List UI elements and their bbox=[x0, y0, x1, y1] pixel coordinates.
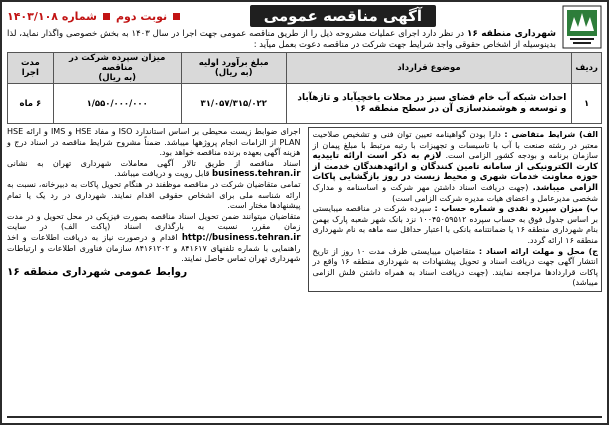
section-a: الف) شرایط متقاضی : دارا بودن گواهینامه تعیین توان فنی و تشخیص صلاحیت معتبر در رشته صنعت با آب با تاسیسات و تجهیزات با رتبه مرتبط با مبلغ پیمان از سازمان برنامه و بودجه کشور الزامی است. لازم به ذکر است ارائه تاییدیه کارت الکترونیکی از سامانه تامین کنندگان و ارائهدهندگان خدمت از حوزه معاونت خدمات شهری و محیط زیست در روز بازگشایی پاکات الزامی میباشد. (جهت دریافت اسناد داشتن مهر شرکت و اساسنامه و مدارک شخصی مدیرعامل و اعضای هیات مدیره شرکت الزامی است) bbox=[312, 130, 598, 203]
title-band bbox=[7, 5, 556, 27]
hse-paragraph: اجرای ضوابط زیست محیطی بر اساس استاندارد ISO و مفاد HSE و IMS و ارائه HSE PLAN از الزامات انجام پروژهها میباشد. ضمناً مشروح شرایط مناقصه در اسناد درج و هزینه آگهی بعهده برنده مناقصه خواهد بود. bbox=[7, 127, 301, 158]
footer-divider bbox=[7, 416, 602, 418]
intro-paragraph bbox=[7, 29, 556, 50]
bullet-square-icon bbox=[103, 13, 110, 20]
notice-header bbox=[7, 5, 602, 49]
cell-duration: ۶ ماه bbox=[8, 84, 54, 124]
header-duration: مدت اجرا bbox=[8, 53, 54, 84]
cell-deposit: ۱/۵۵۰/۰۰۰/۰۰۰ bbox=[53, 84, 181, 124]
upload-paragraph: متقاضیان میتوانند ضمن تحویل اسناد مناقصه بصورت فیزیکی در محل تحویل و در مدت زمان مقرر، نسبت به بارگذاری اسناد (پاکت الف) در سایت http://business.tehran.ir اقدام و درصورت نیاز به دریافت اطلاعات و اخذ راهنمایی با شماره تلفنهای ۸۴۱۶۱۷ و ۸۴۱۶۱۲۰۲ سازمان فناوری اطلاعات و ارتباطات شهرداری تهران تماس حاصل نمایند. bbox=[7, 211, 301, 264]
tehran-municipality-logo-icon bbox=[562, 5, 602, 49]
section-b: ب) میزان سپرده نقدی و شماره حساب : سپرده شرکت در مناقصه میبایستی بر اساس جدول فوق به حساب سپرده ۱۰۰۴۵۰۵۹۵۱۲ نزد بانک شهر شعبه پارک بهمن بنام شهرداری منطقه ۱۶ یا ضمانتنامه بانکی با اعتبار حداقل سه ماهه به نام شهرداری منطقه ۱۶ ارائه گردد. bbox=[312, 204, 599, 245]
notice-body bbox=[7, 127, 602, 292]
notice-title: آگهی مناقصه عمومی bbox=[250, 5, 436, 27]
details-column bbox=[7, 127, 300, 292]
signature: روابط عمومی شهرداری منطقه ۱۶ bbox=[7, 265, 188, 278]
contracts-table bbox=[7, 52, 602, 124]
documents-paragraph: اسناد مناقصه از طریق تالار آگهی معاملات شهرداری تهران به نشانی business.tehran.ir قابل رویت و دریافت میباشد. bbox=[7, 158, 301, 180]
cell-subject: احداث شبکه آب خام فضای سبز در محلات یاخچیآباد و تازهآباد و توسعه و هوشمندسازی آن در سطح منطقه ۱۶ bbox=[286, 84, 572, 124]
issue-number: شماره ۱۴۰۳/۱۰۸ bbox=[7, 9, 97, 23]
intro-text: در نظر دارد اجرای عملیات مشروحه ذیل را از طریق مناقصه عمومی جهت اجرا در سال ۱۴۰۳ به بخش خصوصی واگذار نماید، لذا بدینوسیله از اشخاص حقوقی واجد شرایط جهت شرکت در مناقصه دعوت بعمل میآید : bbox=[7, 29, 556, 50]
cell-row-number: ۱ bbox=[572, 84, 602, 124]
header-subject: موضوع قرارداد bbox=[286, 53, 572, 84]
bullet-square-icon bbox=[173, 13, 180, 20]
table-header-row bbox=[8, 53, 602, 84]
organization-name: شهرداری منطقه ۱۶ bbox=[466, 29, 557, 39]
issue-info bbox=[7, 10, 180, 23]
conditions-column bbox=[308, 127, 602, 292]
header-estimate: مبلغ برآورد اولیه (به ریال) bbox=[181, 53, 286, 84]
upload-site-link[interactable]: http://business.tehran.ir bbox=[181, 232, 301, 243]
header-row-number: ردیف bbox=[572, 53, 602, 84]
section-c: ج) محل و مهلت ارائه اسناد : متقاضیان میبایستی ظرف مدت ۱۰ روز از تاریخ انتشار آگهی جهت دریافت اسناد و تحویل پیشنهادات به شهرداری منطقه ۱۶ واقع در پاکات قراردادها مراجعه نمایند. (جهت دریافت اسناد به همراه داشتن فلش الزامی میباشد) bbox=[312, 246, 599, 288]
business-site-link[interactable]: business.tehran.ir bbox=[212, 169, 301, 180]
header-deposit: میزان سپرده شرکت در مناقصه (به ریال) bbox=[53, 53, 181, 84]
cell-estimate: ۳۱/۰۵۷/۳۱۵/۰۲۲ bbox=[181, 84, 286, 124]
table-row bbox=[8, 84, 602, 124]
round-label: نوبت دوم bbox=[116, 9, 168, 23]
national-id-paragraph: تمامی متقاضیان شرکت در مناقصه موظفند در هنگام تحویل پاکات به دبیرخانه، نسبت به ارائه شناسه ملی برای اشخاص حقوقی اقدام نمایند. شهرداری در رد یک یا تمام پیشنهادها مختار است. bbox=[7, 179, 301, 211]
